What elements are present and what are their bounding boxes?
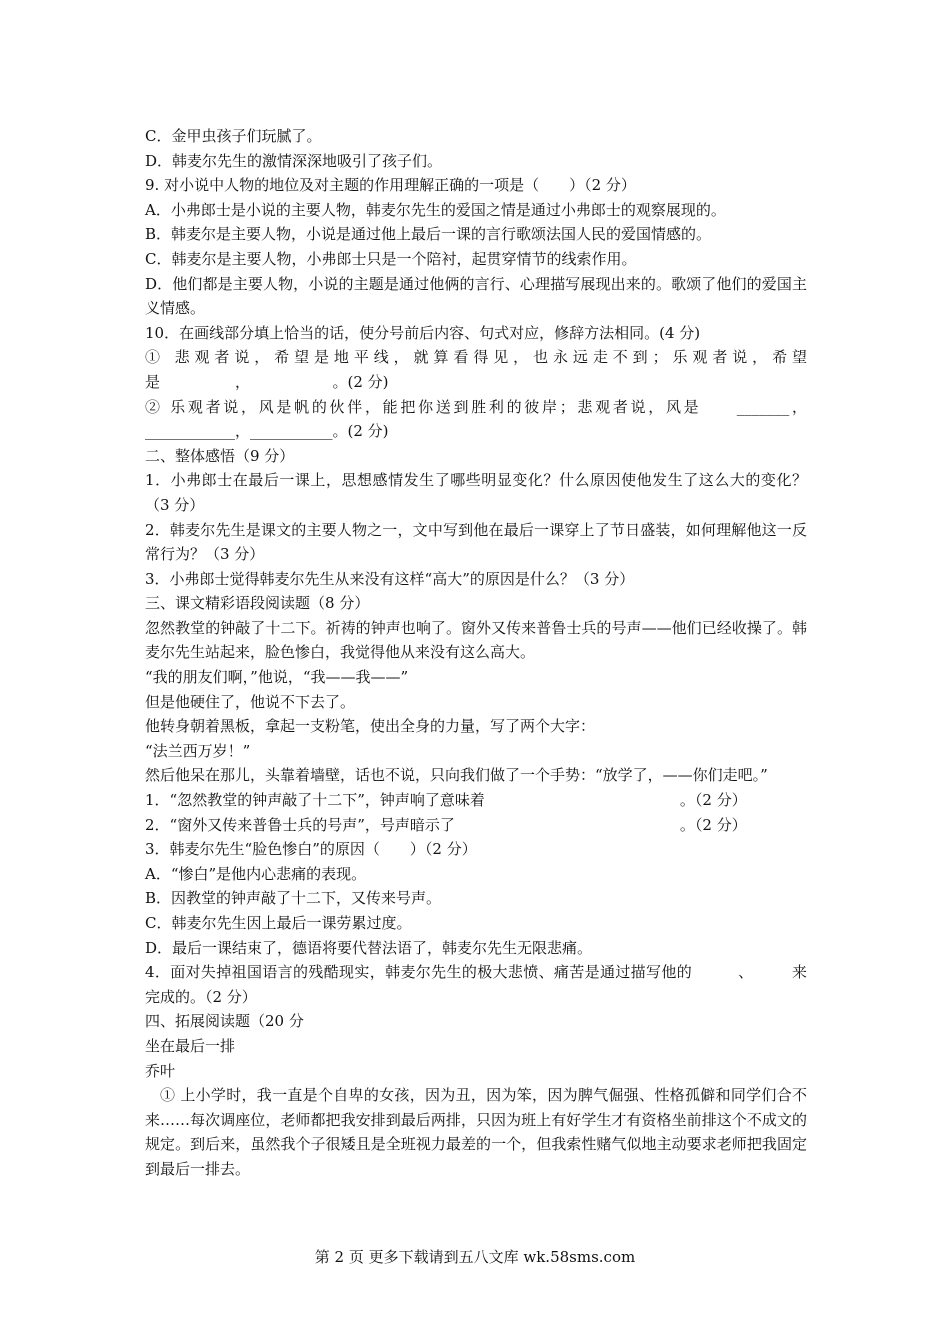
section-3-q1: 1．“忽然教堂的钟声敲了十二下”，钟声响了意味着 。（2 分） — [145, 791, 747, 810]
section-2-q1: 1．小弗郎士在最后一课上，思想感情发生了哪些明显变化？什么原因使他发生了这么大的变化？（3 分） — [145, 471, 807, 514]
q9-option-a: A．小弗郎士是小说的主要人物，韩麦尔先生的爱国之情是通过小弗郎士的观察展现的。 — [145, 200, 726, 219]
q10-item-1: ① 悲观者说，希望是地平线，就算看得见，也永远走不到；乐观者说，希望是 ， 。(2 分) — [145, 348, 807, 391]
passage-paragraph-4: 他转身朝着黑板，拿起一支粉笔，使出全身的力量，写了两个大字： — [145, 717, 596, 736]
section-3-q3-option-b: B．因教堂的钟声敲了十二下，又传来号声。 — [145, 889, 442, 908]
section-2-q2: 2．韩麦尔先生是课文的主要人物之一，文中写到他在最后一课穿上了节日盛装，如何理解他这一反常行为？（3 分） — [145, 520, 807, 564]
section-3-q2: 2．“窗外又传来普鲁士兵的号声”，号声暗示了 。（2 分） — [145, 815, 747, 834]
q9-option-d: D．他们都是主要人物，小说的主题是通过他俩的言行、心理描写展现出来的。歌颂了他们的爱国主义情感。 — [145, 274, 807, 318]
section-3-heading: 三、课文精彩语段阅读题（8 分） — [145, 594, 370, 613]
passage-paragraph-6: 然后他呆在那儿，头靠着墙壁，话也不说，只向我们做了一个手势：“放学了，——你们走吧。” — [145, 766, 768, 785]
q9-option-c: C．韩麦尔是主要人物，小弗郎士只是一个陪衬，起贯穿情节的线索作用。 — [145, 249, 637, 268]
passage-paragraph-2: “我的朋友们啊，”他说，“我——我——” — [145, 668, 409, 687]
passage-paragraph-3: 但是他硬住了，他说不下去了。 — [145, 692, 356, 711]
option-c-line: C．金甲虫孩子们玩腻了。 — [145, 127, 322, 145]
option-d-line: D．韩麦尔先生的激情深深地吸引了孩子们。 — [145, 151, 443, 170]
document-body — [145, 124, 807, 1182]
section-3-q3-option-d: D．最后一课结束了，德语将要代替法语了，韩麦尔先生无限悲痛。 — [145, 938, 593, 957]
section-3-q4: 4．面对失掉祖国语言的残酷现实，韩麦尔先生的极大悲愤、痛苦是通过描写他的 、 来完成的。（2 分） — [145, 963, 807, 1006]
section-2-q3: 3．小弗郎士觉得韩麦尔先生从来没有这样“高大”的原因是什么？（3 分） — [145, 569, 635, 588]
passage-paragraph-1: 忽然教堂的钟敲了十二下。祈祷的钟声也响了。窗外又传来普鲁士兵的号声——他们已经收操了。韩麦尔先生站起来，脸色惨白，我觉得他从来没有这么高大。 — [145, 618, 807, 662]
section-4-heading: 四、拓展阅读题（20 分 — [145, 1012, 304, 1031]
section-2-heading: 二、整体感悟（9 分） — [145, 446, 295, 465]
article-paragraph-1: ① 上小学时，我一直是个自卑的女孩，因为丑，因为笨，因为脾气倔强、性格孤僻和同学们合不来……每次调座位，老师都把我安排到最后两排，只因为班上有好学生才有资格坐前排这个不成文的规定。到后来，虽然我个子很矮且是全班视力最差的一个，但我索性赌气似地主动要求老师把我固定到最后一排去。 — [145, 1086, 807, 1178]
question-9: 9. 对小说中人物的地位及对主题的作用理解正确的一项是（ ）（2 分） — [145, 176, 636, 195]
article-author: 乔叶 — [145, 1061, 176, 1080]
section-3-q3: 3．韩麦尔先生“脸色惨白”的原因（ ）（2 分） — [145, 840, 477, 859]
q10-item-2: ② 乐观者说，风是帆的伙伴，能把你送到胜利的彼岸；悲观者说，风是 _______，____________，___________。(2 分) — [145, 397, 807, 441]
section-3-q3-option-c: C．韩麦尔先生因上最后一课劳累过度。 — [145, 914, 412, 932]
q9-option-b: B．韩麦尔是主要人物，小说是通过他上最后一课的言行歌颂法国人民的爱国情感的。 — [145, 225, 712, 244]
article-title: 坐在最后一排 — [145, 1036, 236, 1055]
passage-paragraph-5: “法兰西万岁！” — [145, 741, 251, 760]
page-footer: 第 2 页 更多下载请到五八文库 wk.58sms.com — [314, 1248, 636, 1266]
section-3-q3-option-a: A．“惨白”是他内心悲痛的表现。 — [145, 864, 367, 883]
question-10: 10．在画线部分填上恰当的话，使分号前后内容、句式对应，修辞方法相同。(4 分) — [145, 323, 701, 342]
